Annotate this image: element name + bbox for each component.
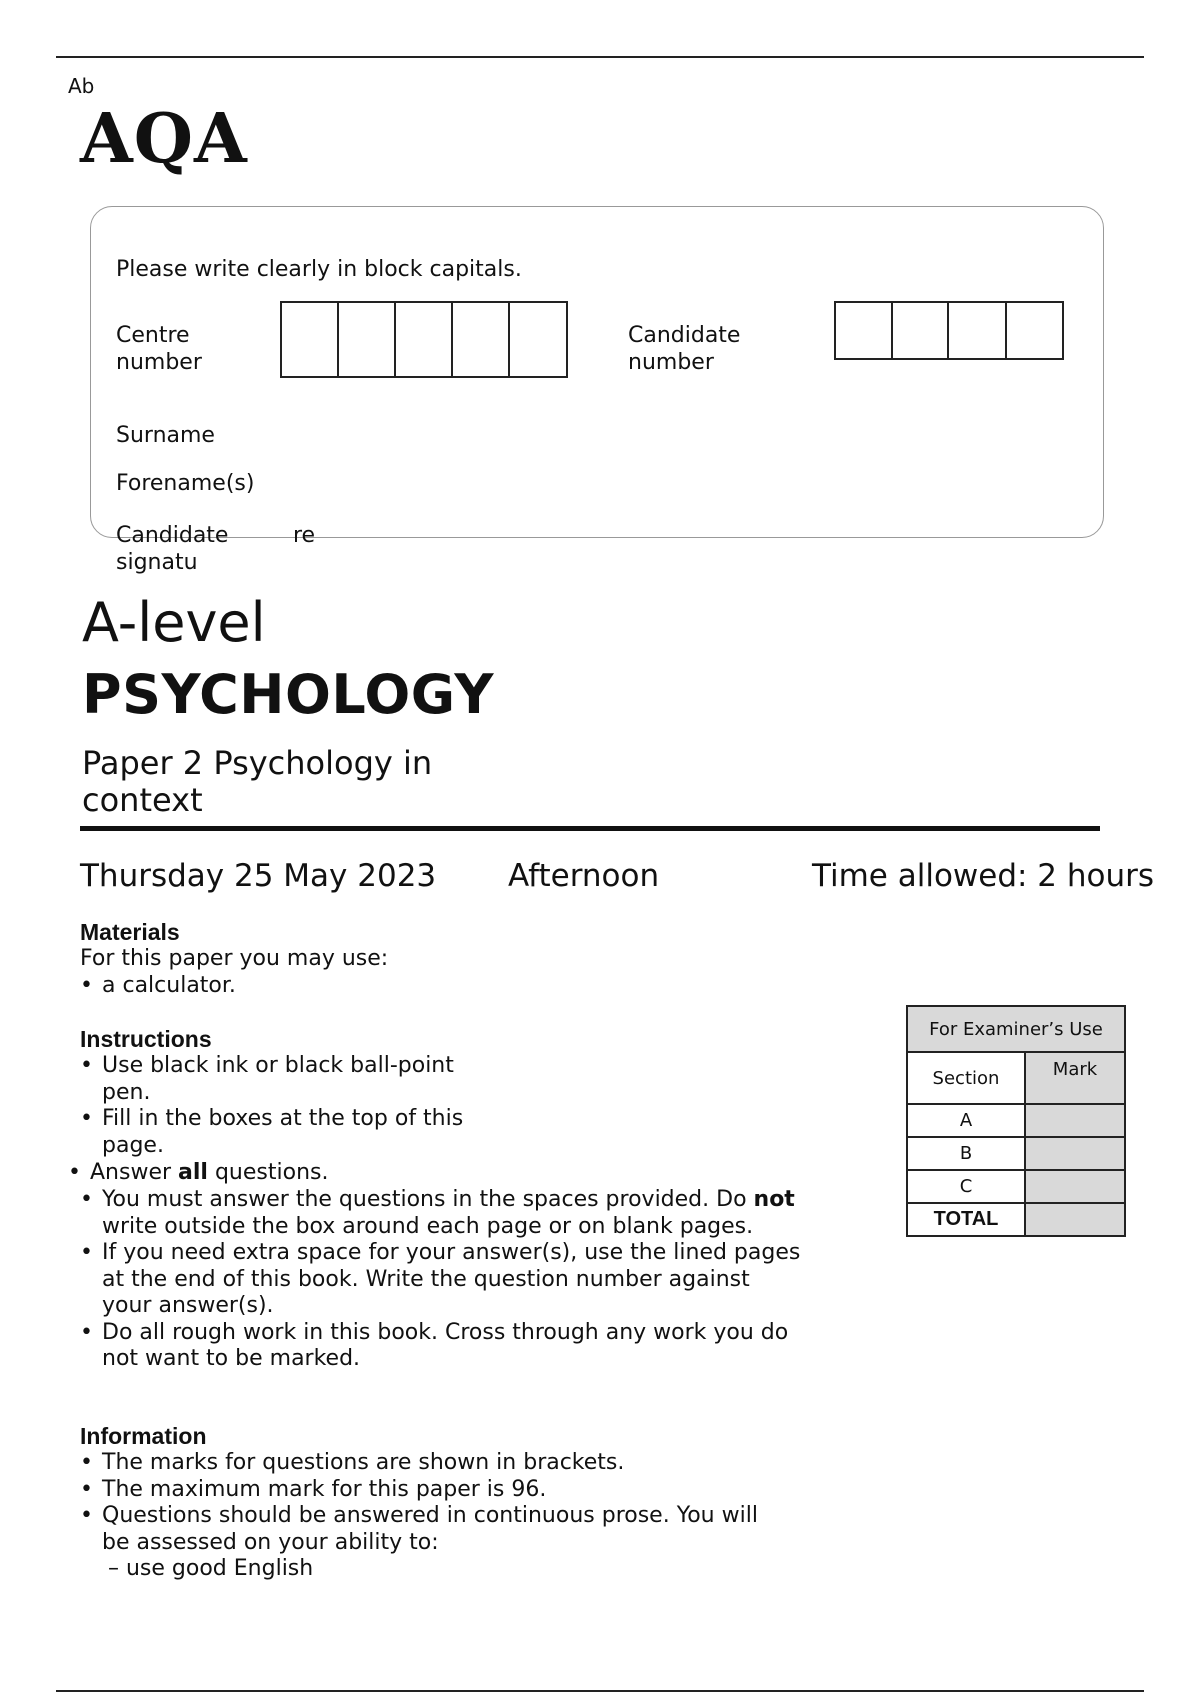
materials-lead: For this paper you may use: bbox=[80, 946, 389, 971]
examiner-use-table bbox=[906, 1005, 1126, 1237]
candidate-number-label: Candidate number bbox=[628, 323, 741, 375]
instruction-item: • Do all rough work in this book. Cross through any work you do not want to be marked. bbox=[80, 1320, 805, 1373]
exam-date: Thursday 25 May 2023 bbox=[80, 858, 437, 894]
section-row-label: B bbox=[907, 1137, 1025, 1170]
materials-section bbox=[80, 918, 780, 999]
centre-digit-box[interactable] bbox=[339, 303, 396, 376]
centre-number-input[interactable] bbox=[280, 301, 568, 378]
corner-code: Ab bbox=[68, 74, 95, 98]
materials-heading: Materials bbox=[80, 919, 180, 945]
section-row-label: A bbox=[907, 1104, 1025, 1137]
instruction-item: • Fill in the boxes at the top of this page. bbox=[80, 1106, 480, 1159]
information-sub-item: – use good English bbox=[108, 1556, 314, 1581]
instructions-list-b bbox=[68, 1160, 788, 1187]
instructions-list-a bbox=[80, 1053, 480, 1159]
information-section bbox=[80, 1422, 780, 1583]
total-mark-cell[interactable] bbox=[1025, 1203, 1125, 1236]
title-rule bbox=[80, 826, 1100, 831]
information-item: • The maximum mark for this paper is 96. bbox=[80, 1477, 780, 1504]
examiner-table-title: For Examiner’s Use bbox=[907, 1006, 1125, 1052]
mark-cell[interactable] bbox=[1025, 1137, 1125, 1170]
subject-title: PSYCHOLOGY bbox=[82, 663, 495, 726]
information-heading: Information bbox=[80, 1423, 207, 1449]
paper-title: Paper 2 Psychology in context bbox=[82, 744, 433, 819]
aqa-logo: AQA bbox=[80, 99, 248, 179]
information-item: • Questions should be answered in continuous prose. You will be assessed on your ability to: bbox=[80, 1503, 780, 1556]
bottom-rule bbox=[56, 1690, 1144, 1692]
candidate-signature-label-suffix: re bbox=[293, 523, 316, 548]
mark-column-header: Mark bbox=[1025, 1052, 1125, 1104]
instructions-list-c bbox=[80, 1187, 805, 1373]
instruction-item: • Use black ink or black ball-point pen. bbox=[80, 1053, 480, 1106]
centre-digit-box[interactable] bbox=[282, 303, 339, 376]
forenames-label: Forename(s) bbox=[116, 471, 255, 496]
candidate-digit-box[interactable] bbox=[836, 303, 893, 358]
qualification-level: A-level bbox=[82, 591, 266, 654]
surname-label: Surname bbox=[116, 423, 215, 448]
total-row-label: TOTAL bbox=[907, 1203, 1025, 1236]
centre-digit-box[interactable] bbox=[453, 303, 510, 376]
instruction-item: • If you need extra space for your answer(s), use the lined pages at the end of this book. Write the question number against your answer(s). bbox=[80, 1240, 805, 1320]
top-rule bbox=[56, 56, 1144, 58]
section-row-label: C bbox=[907, 1170, 1025, 1203]
centre-digit-box[interactable] bbox=[510, 303, 566, 376]
instruction-item: • Answer all questions. bbox=[68, 1160, 788, 1187]
block-capitals-instruction: Please write clearly in block capitals. bbox=[116, 257, 522, 282]
materials-item: • a calculator. bbox=[80, 973, 780, 1000]
exam-session: Afternoon bbox=[508, 858, 660, 894]
candidate-signature-label: Candidate signatu bbox=[116, 523, 229, 575]
information-item: • The marks for questions are shown in brackets. bbox=[80, 1450, 780, 1477]
candidate-number-input[interactable] bbox=[834, 301, 1064, 360]
candidate-digit-box[interactable] bbox=[893, 303, 950, 358]
centre-number-label: Centre number bbox=[116, 323, 202, 375]
centre-digit-box[interactable] bbox=[396, 303, 453, 376]
instructions-heading: Instructions bbox=[80, 1026, 212, 1052]
time-allowed: Time allowed: 2 hours bbox=[812, 858, 1155, 894]
candidate-digit-box[interactable] bbox=[1007, 303, 1063, 358]
candidate-digit-box[interactable] bbox=[949, 303, 1007, 358]
instruction-item: • You must answer the questions in the spaces provided. Do not write outside the box around each page or on blank pages. bbox=[80, 1187, 805, 1240]
mark-cell[interactable] bbox=[1025, 1170, 1125, 1203]
mark-cell[interactable] bbox=[1025, 1104, 1125, 1137]
section-column-header: Section bbox=[907, 1052, 1025, 1104]
